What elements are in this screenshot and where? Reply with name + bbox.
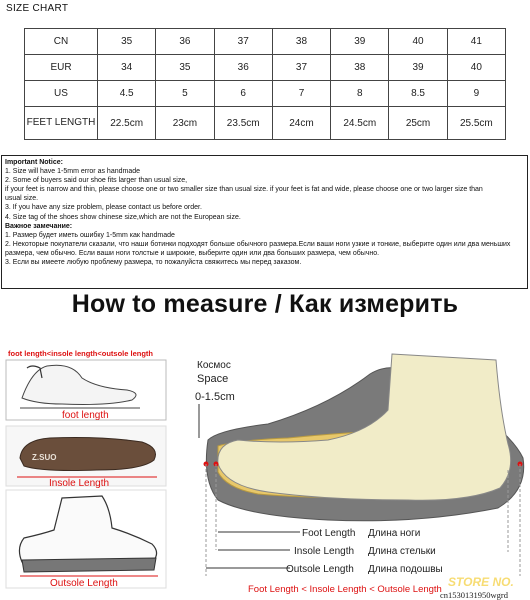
table-cell: 34 (98, 55, 156, 81)
measure-title: How to measure / Как измерить (71, 290, 459, 318)
table-cell: 7 (272, 81, 330, 107)
size-chart-title: SIZE CHART (6, 3, 69, 14)
left-header: foot length<insole length<outsole length (8, 349, 153, 358)
row-label: US (25, 81, 98, 107)
boot-sole (22, 558, 156, 572)
watermark-store: STORE NO. (448, 575, 514, 589)
notice-heading-ru: Важное замечание: (5, 222, 73, 230)
table-cell: 35 (98, 29, 156, 55)
table-row (25, 107, 506, 140)
insole-length-en: Insole Length (294, 546, 355, 557)
notice-line: 1. Size will have 1-5mm error as handmade (5, 168, 141, 176)
notice-line: 2. Некоторые покупатели сказали, что наши ботинки подходят больше обычного размера.Если ваши ноги узкие и тонкие, выберите один или два меньших размера, чем обычно. Если ваши ноги толстые и широкие, выберите один или два больших размера, чем обычно. (5, 240, 511, 257)
table-cell: 23cm (156, 107, 214, 140)
table-cell: 40 (389, 29, 447, 55)
notice-box (1, 155, 528, 289)
notice-line: 1. Размер будет иметь ошибку 1-5mm как handmade (5, 231, 175, 239)
foot-length-label: foot length (62, 410, 109, 421)
table-cell: 40 (447, 55, 505, 81)
space-label-en: Space (197, 373, 229, 385)
table-cell: 25.5cm (447, 107, 505, 140)
notice-line: usual size. (5, 195, 39, 203)
notice-line: 2. Some of buyers said our shoe fits larger than usual size, (5, 177, 188, 185)
length-comparison: Foot Length < Insole Length < Outsole Length (248, 584, 442, 595)
table-cell: 23.5cm (214, 107, 272, 140)
outsole-length-ru: Длина подошвы (368, 564, 443, 575)
row-label: EUR (25, 55, 98, 81)
notice-heading: Important Notice: (5, 159, 63, 166)
watermark-id: cn1530131950wgrd (440, 590, 508, 600)
table-cell: 24.5cm (331, 107, 389, 140)
foot-length-ru: Длина ноги (368, 528, 421, 539)
table-cell: 4.5 (98, 81, 156, 107)
table-cell: 41 (447, 29, 505, 55)
table-cell: 24cm (272, 107, 330, 140)
insole-length-label: Insole Length (49, 478, 110, 489)
foot-length-en: Foot Length (302, 528, 356, 539)
table-cell: 22.5cm (98, 107, 156, 140)
table-cell: 38 (331, 55, 389, 81)
insole-length-ru: Длина стельки (368, 546, 436, 557)
space-value: 0-1.5cm (195, 391, 235, 403)
table-cell: 8 (331, 81, 389, 107)
table-row (25, 29, 506, 55)
table-cell: 25cm (389, 107, 447, 140)
size-chart-table (24, 28, 506, 140)
table-row (25, 55, 506, 81)
table-cell: 38 (272, 29, 330, 55)
notice-line: 4. Size tag of the shoes show chinese size,which are not the European size. (5, 213, 241, 221)
table-cell: 35 (156, 55, 214, 81)
table-cell: 39 (331, 29, 389, 55)
insole-brand: Z.SUO (32, 453, 57, 462)
notice-line: if your feet is narrow and thin, please choose one or two smaller size than usual size. if your feet is fat and wide, please choose one or two larger size than (5, 186, 483, 194)
table-row (25, 81, 506, 107)
outsole-length-en: Outsole Length (286, 564, 354, 575)
row-label: CN (25, 29, 98, 55)
table-cell: 37 (214, 29, 272, 55)
table-cell: 37 (272, 55, 330, 81)
right-measure-illustration (178, 340, 530, 600)
notice-line: 3. Если вы имеете любую проблему размера, то пожалуйста свяжитесь мы перед заказом. (5, 258, 302, 266)
table-cell: 5 (156, 81, 214, 107)
table-cell: 36 (214, 55, 272, 81)
notice-line: 3. If you have any size problem, please contact us before order. (5, 204, 202, 212)
space-label-ru: Космос (197, 360, 231, 371)
table-cell: 6 (214, 81, 272, 107)
row-label: FEET LENGTH (25, 107, 98, 140)
table-cell: 9 (447, 81, 505, 107)
table-cell: 8.5 (389, 81, 447, 107)
left-measure-illustration (2, 338, 174, 596)
table-cell: 39 (389, 55, 447, 81)
table-cell: 36 (156, 29, 214, 55)
outsole-length-label: Outsole Length (50, 578, 118, 589)
